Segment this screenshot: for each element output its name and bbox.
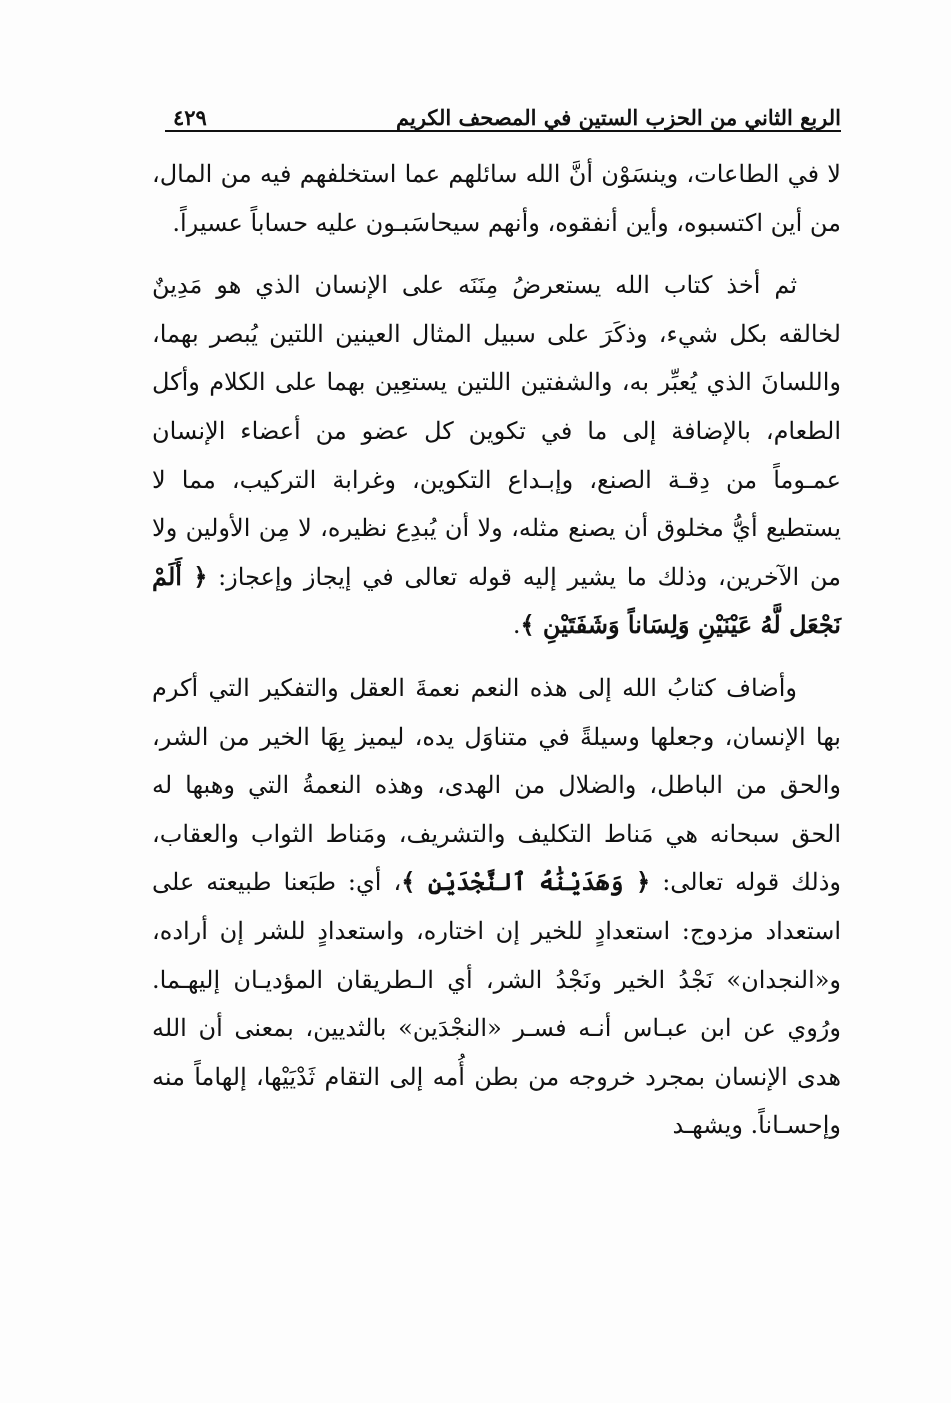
page-header <box>165 92 841 130</box>
quran-verse-1: ﴿ أَلَمْ نَجْعَل لَّهُ عَيْنَيْنِ وَلِسَاناً وَشَفَتَيْنِ ﴾ <box>152 561 841 640</box>
paragraph-1-text: لا في الطاعات، وينسَوْن أنَّ الله سائلهم عما استخلفهم فيه من المال، من أين اكتسبوه، وأين أنفقوه، وأنهم سيحاسَبـون عليه حساباً عسيراً. <box>152 160 841 237</box>
paragraph-3-end: ، أي: طبَعنا طبيعته على استعداد مزدوج: استعدادٍ للخير إن اختاره، واستعدادٍ للشر إن أراده، و«النجدان» نَجْدُ الخير ونَجْدُ الشر، أي الـطريقان المؤديـان إليهـما. ورُوي عن ابن عبـاس أنـه فسـر «النجْدَين» بالثديين، بمعنى أن الله هدى الإنسان بمجرد خروجه من بطن أُمه إلى التقام ثَدْيَيْها، إلهاماً منه وإحسـاناً. ويشهـد <box>152 868 841 1140</box>
paragraph-3 <box>152 664 841 1150</box>
header-rule <box>165 130 841 132</box>
paragraph-2 <box>152 261 841 650</box>
paragraph-2-text: ثم أخذ كتاب الله يستعرضُ مِنَنَه على الإنسان الذي هو مَدِينٌ لخالقه بكل شيء، وذكَرَ على سبيل المثال العينين اللتين يُبصر بهما، واللسانَ الذي يُعبِّر به، والشفتين اللتين يستعِين بهما على الكلام وأكل الطعام، بالإضافة إلى ما في تكوين كل عضو من أعضاء الإنسان عمـوماً من دِقـة الصنع، وإبـداع التكوين، وغرابة التركيب، مما لا يستطيع أيُّ مخلوق أن يصنع مثله، ولا أن يُبدِع نظيره، لا مِن الأولين ولا من الآخرين، وذلك ما يشير إليه قوله تعالى في إيجاز وإعجاز: <box>152 271 842 591</box>
paragraph-2-end: . <box>512 611 521 640</box>
running-title: الربع الثاني من الحزب الستين في المصحف الكريم <box>396 105 841 130</box>
page-body <box>152 150 841 1164</box>
paragraph-1 <box>152 150 841 247</box>
page-number: ٤٢٩ <box>173 105 207 130</box>
paragraph-3-text: وأضاف كتابُ الله إلى هذه النعم نعمةَ العقل والتفكير التي أكرم بها الإنسان، وجعلها وسيلةً في متناوَل يده، ليميز بِهَا الخير من الشر، والحق من الباطل، والضلال من الهدى، وهذه النعمةُ التي وهبها له الحق سبحانه هي مَناط التكليف والتشريف، ومَناط الثواب والعقاب، وذلك قوله تعالى: <box>152 673 841 897</box>
quran-verse-2: ﴿ وَهَدَيْنَٰهُ ٱلنَّجْدَيْنِ ﴾ <box>401 867 651 897</box>
